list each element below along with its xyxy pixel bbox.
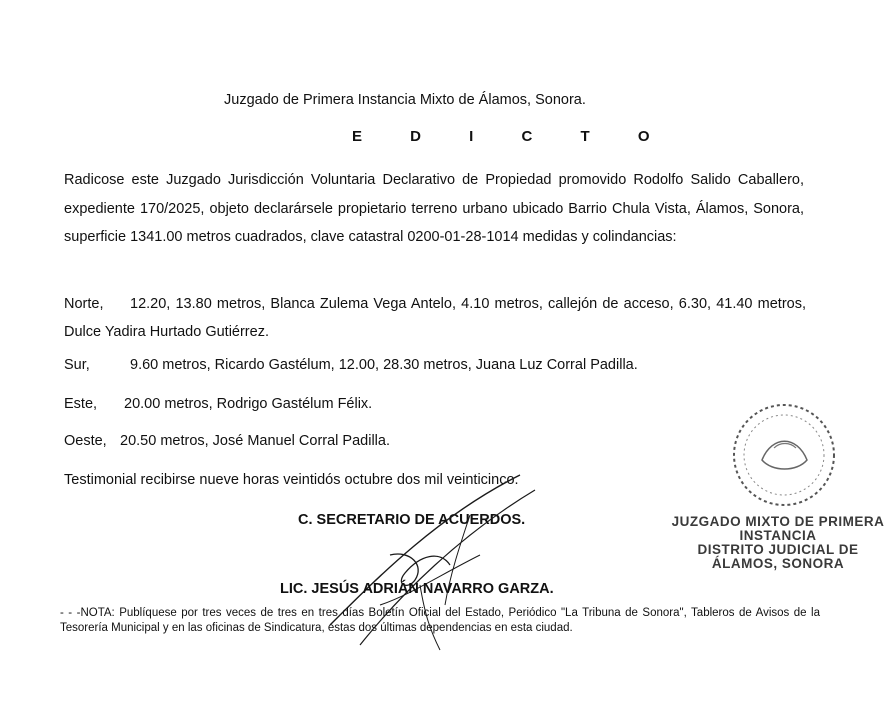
este-text: 20.00 metros, Rodrigo Gastélum Félix. [124, 396, 373, 412]
boundary-norte [64, 290, 806, 346]
court-header: Juzgado de Primera Instancia Mixto de Álamos, Sonora. [224, 92, 586, 108]
sur-text: 9.60 metros, Ricardo Gastélum, 12.00, 28.30 metros, Juana Luz Corral Padilla. [130, 357, 638, 373]
sur-label: Sur, [64, 357, 90, 373]
oeste-text: 20.50 metros, José Manuel Corral Padilla. [120, 433, 390, 449]
signer-name: LIC. JESÚS ADRIÁN NAVARRO GARZA. [280, 581, 554, 597]
testimonial-line: Testimonial recibirse nueve horas veintidós octubre dos mil veinticinco. [64, 472, 519, 488]
norte-text: 12.20, 13.80 metros, Blanca Zulema Vega Antelo, 4.10 metros, callejón de acceso, 6.30, 41.40 metros, Dulce Yadira Hurtado Gutiérrez. [64, 296, 806, 340]
secretary-title: C. SECRETARIO DE ACUERDOS. [298, 512, 526, 528]
este-label: Este, [64, 396, 98, 412]
boundary-sur [64, 357, 638, 373]
stamp-line-3: DISTRITO JUDICIAL DE [697, 542, 859, 557]
intro-paragraph: Radicose este Juzgado Jurisdicción Voluntaria Declarativo de Propiedad promovido Rodolfo Salido Caballero, expediente 170/2025, objeto declarársele propietario terreno urbano ubicado Barrio Chula Vista, Álamos, Sonora, superficie 1341.00 metros cuadrados, clave catastral 0200-01-28-1014 medidas y colindancias: [64, 172, 804, 245]
oeste-label: Oeste, [64, 433, 107, 449]
court-seal [722, 400, 852, 510]
publication-note: - - -NOTA: Publíquese por tres veces de tres en tres días Boletín Oficial del Estado, Periódico "La Tribuna de Sonora", Tableros de Avisos de la Tesorería Municipal y en las oficinas de Sindicatura, estas dos últimas dependencias en esta ciudad. [60, 607, 820, 634]
stamp-line-2: INSTANCIA [739, 528, 817, 543]
document-title: E D I C T O [352, 128, 672, 145]
stamp-line-1: JUZGADO MIXTO DE PRIMERA [671, 514, 885, 529]
norte-label: Norte, [64, 296, 104, 312]
boundary-oeste [64, 433, 390, 449]
boundary-este [64, 396, 372, 412]
stamp-text [668, 515, 888, 571]
stamp-line-4: ÁLAMOS, SONORA [711, 556, 845, 571]
